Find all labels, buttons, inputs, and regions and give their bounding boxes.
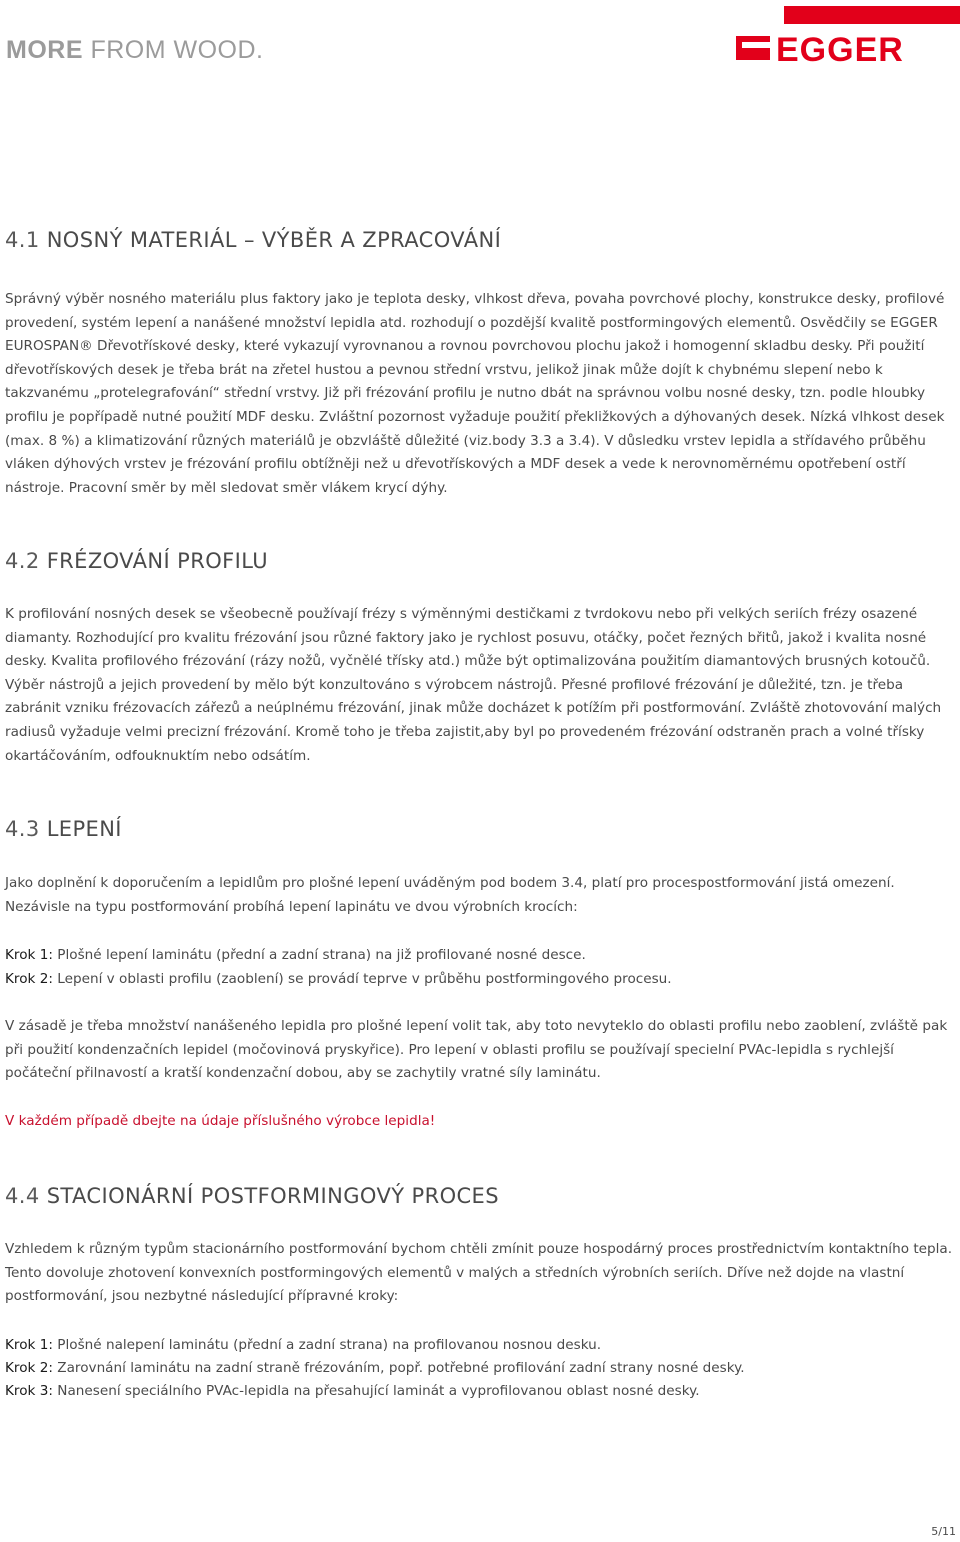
step-label: Krok 1: — [5, 1337, 53, 1353]
step-text: Plošné nalepení laminátu (přední a zadní strana) na profilovanou nosnou desku. — [52, 1337, 602, 1353]
step-label: Krok 2: — [5, 1360, 53, 1376]
step-label: Krok 2: — [5, 971, 53, 987]
section-heading-4-1 — [5, 228, 501, 252]
step-text: Zarovnání laminátu na zadní straně frézováním, popř. potřebné profilování zadní strany nosné desky. — [52, 1360, 745, 1376]
section-title: STACIONÁRNÍ POSTFORMINGOVÝ PROCES — [46, 1184, 499, 1208]
step-text: Nanesení speciálního PVAc-lepidla na přesahující laminát a vyprofilovanou oblast nosné desky. — [52, 1383, 700, 1399]
page-number: 5/11 — [931, 1525, 956, 1538]
section-heading-4-2 — [5, 549, 268, 573]
section-number: 4.2 — [5, 549, 40, 573]
step-item — [5, 1357, 745, 1380]
section-heading-4-3 — [5, 817, 122, 841]
section-heading-4-4 — [5, 1184, 499, 1208]
step-text: Plošné lepení laminátu (přední a zadní strana) na již profilované nosné desce. — [52, 947, 586, 963]
section-number: 4.1 — [5, 228, 40, 252]
section-4-3-intro: Jako doplnění k doporučením a lepidlům pro plošné lepení uváděným pod bodem 3.4, platí pro procespostformování jistá omezení. Nezávisle na typu postformování probíhá lepení lapinátu ve dvou výrobních krocích: — [5, 875, 895, 915]
section-4-2-paragraph: K profilování nosných desek se všeobecně používají frézy s výměnnými destičkami z tvrdokovu nebo při velkých seriích frézy osazené diamanty. Rozhodující pro kvalitu frézování jsou různé faktory jako je rychlost posuvu, otáčky, počet řezných břitů, jakož i kvalita nosné desky. Kvalita profilového frézování (rázy nožů, vyčnělé třísky atd.) může být optimalizována použitím diamantových brusných kotoučů. Výběr nástrojů a jejich provedení by mělo být konzultováno s výrobcem nástrojů. Přesné profilové frézování je důležité, tzn. je třeba zabránit vzniku frézovacích zářezů a neúplnému frézování, jinak může docházet k potížím při postformování. Zvláště zhotovování malých radiusů vyžaduje velmi precizní frézování. Kromě toho je třeba zajistit,aby byl po provedeném frézování odstraněn prach a volné třísky okartáčováním, odfouknuktím nebo odsátím. — [5, 606, 942, 764]
section-number: 4.3 — [5, 817, 40, 841]
warning-note: V každém případě dbejte na údaje příslušného výrobce lepidla! — [5, 1113, 436, 1129]
step-label: Krok 1: — [5, 947, 53, 963]
section-4-4-intro: Vzhledem k různým typům stacionárního postformování bychom chtěli zmínit pouze hospodárný proces prostřednictvím kontaktního tepla. Tento dovoluje zhotovení konvexních postformingových elementů v malých a středních výrobních seriích. Dříve než dojde na vlastní postformování, jsou nezbytné následující přípravné kroky: — [5, 1241, 953, 1305]
section-title: LEPENÍ — [46, 817, 122, 841]
section-4-3-paragraph: V zásadě je třeba množství nanášeného lepidla pro plošné lepení volit tak, aby toto nevyteklo do oblasti profilu nebo zaoblení, zvláště pak při použití kondenzačních lepidel (močovinová pryskyřice). Pro lepení v oblasti profilu se používají specielní PVAc-lepidla s rychlejší počáteční přilnavostí a kratší kondenzační dobou, aby se zachytily vratné síly laminátu. — [5, 1018, 948, 1082]
step-item — [5, 968, 672, 991]
section-number: 4.4 — [5, 1184, 40, 1208]
section-title: FRÉZOVÁNÍ PROFILU — [46, 549, 269, 573]
section-title: NOSNÝ MATERIÁL – VÝBĚR A ZPRACOVÁNÍ — [46, 228, 502, 252]
header-tagline — [6, 36, 263, 65]
section-4-1-paragraph: Správný výběr nosného materiálu plus faktory jako je teplota desky, vlhkost dřeva, povaha povrchové plochy, konstrukce desky, profilové provedení, systém lepení a nanášené množství lepidla atd. rozhodují o pozdější kvalitě postformingových elementů. Osvědčily se EGGER EUROSPAN® Dřevotřískové desky, které vykazují vyrovnanou a rovnou povrchovou plochu jakož i homogenní skladbu desky. Při použití dřevotřískových desek je třeba brát na zřetel hustou a pevnou střední vrstvu, jelikož jinak může dojít k chybnému slepení nebo k takzvanému „protelegrafování“ střední vrstvy. Již při frézování profilu je nutno dbát na správnou volbu nosné desky, tzn. podle hloubky profilu je popřípadě nutné použití MDF desku. Zvláštní pozornost vyžaduje použití překližkových a dýhovaných desek. Nízká vlhkost desek (max. 8 %) a klimatizování různých materiálů je obzvláště důležité (viz.body 3.3 a 3.4). V důsledku vrstev lepidla a střídavého průběhu vláken dýhových vrstev je frézování profilu obtížněji než u dřevotřískových a MDF desek a vede k nerovnoměrnému opotřebení ostří nástroje. Pracovní směr by měl sledovat směr vlákem krycí dýhy. — [5, 291, 945, 496]
tagline-bold: MORE — [6, 36, 83, 64]
step-label: Krok 3: — [5, 1383, 53, 1399]
step-item — [5, 944, 586, 967]
step-item — [5, 1334, 601, 1357]
step-item — [5, 1380, 700, 1403]
step-text: Lepení v oblasti profilu (zaoblení) se provádí teprve v průběhu postformingového procesu. — [52, 971, 672, 987]
tagline-rest: FROM WOOD. — [83, 36, 264, 64]
svg-text:EGGER: EGGER — [776, 31, 904, 64]
egger-logo — [736, 6, 960, 64]
